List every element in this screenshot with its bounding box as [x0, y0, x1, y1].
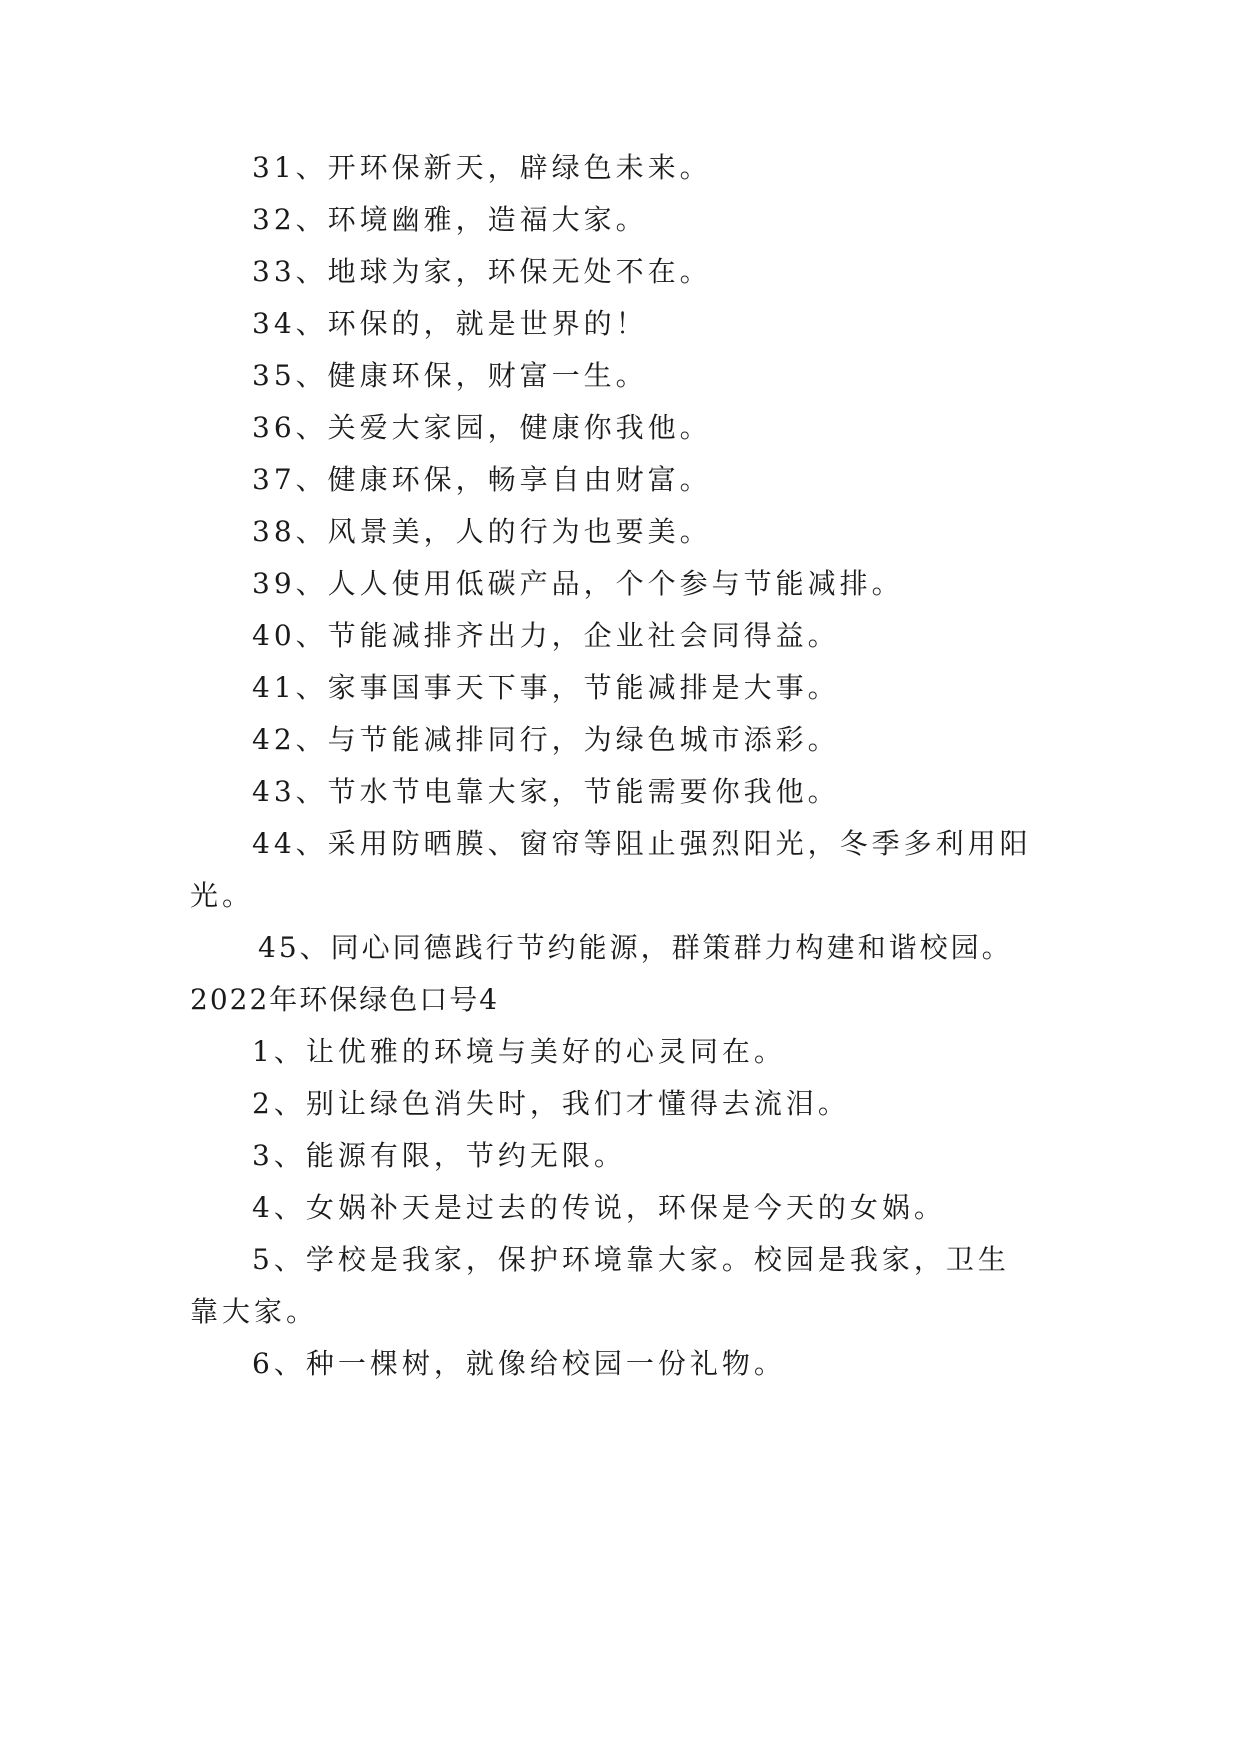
slogan-36: 36、关爱大家园，健康你我他。: [252, 411, 712, 444]
slogan-40: 40、节能减排齐出力，企业社会同得益。: [252, 619, 840, 652]
slogan-39: 39、人人使用低碳产品，个个参与节能减排。: [252, 567, 904, 600]
slogan-35: 35、健康环保，财富一生。: [252, 359, 648, 392]
slogan-41: 41、家事国事天下事，节能减排是大事。: [252, 671, 840, 704]
slogan-32: 32、环境幽雅，造福大家。: [252, 203, 648, 236]
slogan-34: 34、环保的，就是世界的！: [252, 307, 648, 340]
slogan-33: 33、地球为家，环保无处不在。: [252, 255, 712, 288]
slogan-37: 37、健康环保，畅享自由财富。: [252, 463, 712, 496]
slogan-42: 42、与节能减排同行，为绿色城市添彩。: [252, 723, 840, 756]
slogan-31: 31、开环保新天，辟绿色未来。: [252, 151, 712, 184]
slogan-6: 6、种一棵树，就像给校园一份礼物。: [252, 1347, 786, 1380]
slogan-1: 1、让优雅的环境与美好的心灵同在。: [252, 1035, 786, 1068]
slogan-3: 3、能源有限，节约无限。: [252, 1139, 626, 1172]
slogan-4: 4、女娲补天是过去的传说，环保是今天的女娲。: [252, 1191, 946, 1224]
slogan-44: 44、采用防晒膜、窗帘等阻止强烈阳光，冬季多利用阳: [252, 827, 1032, 860]
slogan-5-continued: 靠大家。: [190, 1295, 319, 1328]
section-heading: 2022年环保绿色口号4: [190, 983, 500, 1016]
slogan-44-continued: 光。: [190, 879, 255, 912]
slogan-5: 5、学校是我家，保护环境靠大家。校园是我家，卫生: [252, 1243, 1010, 1276]
slogan-38: 38、风景美，人的行为也要美。: [252, 515, 712, 548]
slogan-2: 2、别让绿色消失时，我们才懂得去流泪。: [252, 1087, 850, 1120]
slogan-43: 43、节水节电靠大家，节能需要你我他。: [252, 775, 840, 808]
slogan-45: 45、同心同德践行节约能源，群策群力构建和谐校园。: [258, 931, 1013, 964]
